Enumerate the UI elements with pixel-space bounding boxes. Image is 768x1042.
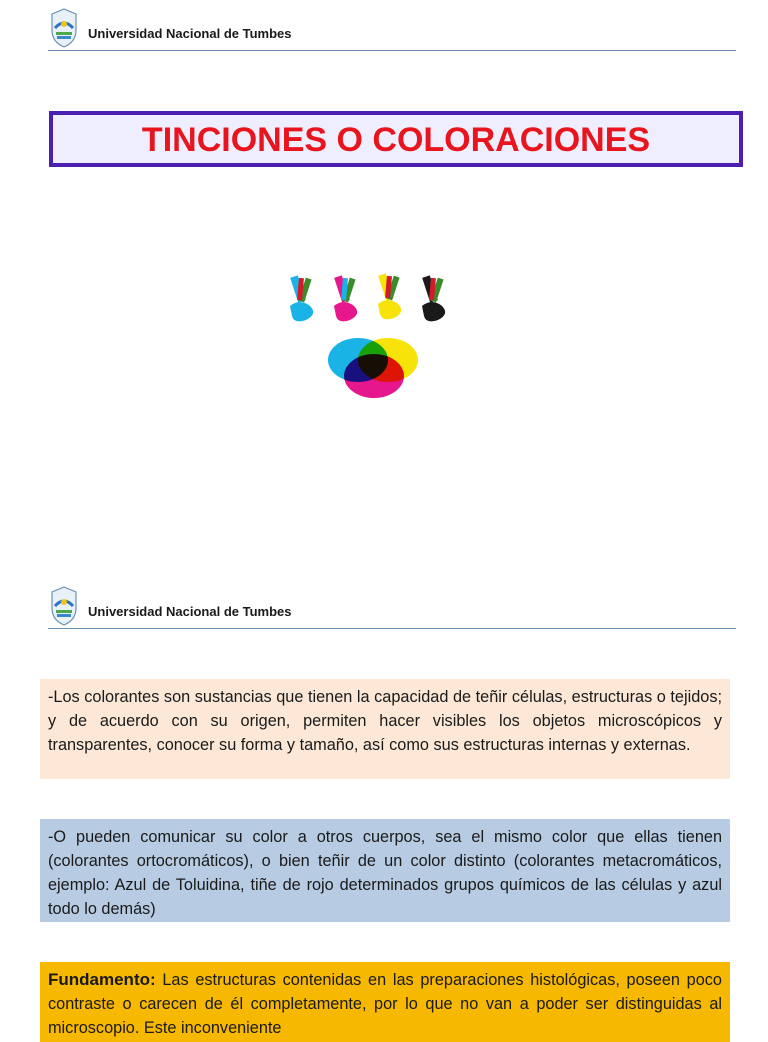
paragraph-colorantes: -Los colorantes son sustancias que tienen la capacidad de teñir células, estructuras o tejidos; y de acuerdo con su origen, permiten hacer visibles los objetos microscópicos y transparentes, conocer su forma y tamaño, así como sus estructuras internas y externas. (40, 679, 730, 779)
university-shield-icon (50, 586, 78, 626)
cmy-overlap-circles (328, 338, 418, 398)
slide2-header (48, 582, 736, 629)
slide1-header (48, 4, 736, 51)
tube-black (422, 275, 445, 321)
paragraph-fundamento (40, 962, 730, 1042)
tube-magenta (334, 275, 357, 321)
university-shield-icon (50, 8, 78, 48)
tube-cyan (290, 275, 313, 321)
slide-title: TINCIONES O COLORACIONES (141, 121, 651, 159)
institution-name: Universidad Nacional de Tumbes (88, 604, 292, 619)
tube-yellow (378, 273, 401, 319)
paragraph-metacromaticos: -O pueden comunicar su color a otros cuerpos, sea el mismo color que ellas tienen (colorantes ortocromáticos), o bien teñir de un color distinto (colorantes metacromáticos, ejemplo: Azul de Toluidina, tiñe de rojo determinados grupos químicos de las células y azul todo lo demás) (40, 819, 730, 922)
fundamento-text: Las estructuras contenidas en las preparaciones histológicas, poseen poco contraste o carecen de él completamente, por lo que no van a poder ser distinguidas al microscopio. Este inconveniente (48, 971, 722, 1037)
institution-name: Universidad Nacional de Tumbes (88, 26, 292, 41)
paint-tubes-cmyk-icon (280, 272, 470, 402)
fundamento-label: Fundamento: (48, 970, 156, 989)
slide-title-box (49, 111, 743, 167)
